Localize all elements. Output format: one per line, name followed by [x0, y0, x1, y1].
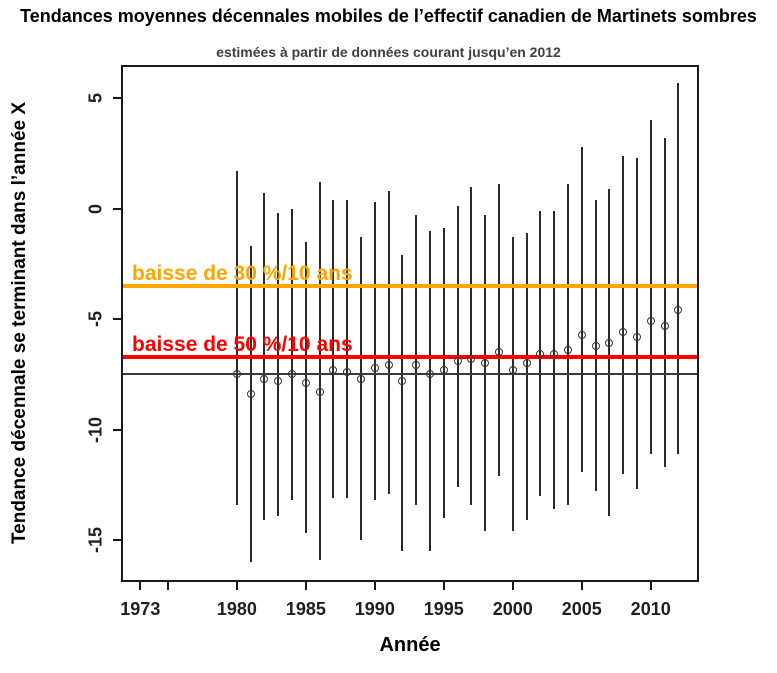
data-point [661, 322, 669, 330]
data-point [647, 317, 655, 325]
error-bar [567, 184, 569, 504]
x-tick-label: 1990 [354, 599, 395, 619]
y-axis-tick [113, 208, 121, 210]
error-bar [622, 156, 624, 474]
data-point [454, 357, 462, 365]
plot-border [121, 65, 699, 582]
decline-30-label: baisse de 30 %/10 ans [132, 261, 353, 285]
y-tick-label: -5 [85, 311, 106, 328]
error-bar [401, 255, 403, 551]
error-bar [457, 206, 459, 487]
error-bar [360, 237, 362, 540]
error-bar [581, 147, 583, 472]
error-bar [388, 191, 390, 494]
data-point [509, 366, 517, 374]
error-bar [277, 213, 279, 516]
x-tick-label: 2005 [561, 599, 602, 619]
longterm-trend-line [121, 373, 699, 375]
data-point [288, 370, 296, 378]
x-axis-tick [374, 582, 376, 590]
data-point [523, 359, 531, 367]
error-bar [512, 237, 514, 531]
data-point [233, 370, 241, 378]
y-tick-label: -15 [85, 527, 106, 554]
error-bar [374, 202, 376, 500]
x-axis-tick [236, 582, 238, 590]
error-bar [429, 231, 431, 551]
data-point [564, 346, 572, 354]
data-point [633, 333, 641, 341]
error-bar [498, 184, 500, 476]
error-bar [415, 215, 417, 504]
y-axis-tick [113, 539, 121, 541]
y-axis-tick [113, 97, 121, 99]
error-bar [677, 83, 679, 454]
x-axis-tick [167, 582, 169, 590]
data-point [619, 328, 627, 336]
data-point [385, 361, 393, 369]
data-point [467, 355, 475, 363]
x-axis-tick [581, 582, 583, 590]
data-point [398, 377, 406, 385]
data-point [274, 377, 282, 385]
y-axis-tick [113, 318, 121, 320]
x-tick-label: 2010 [630, 599, 671, 619]
error-bar [553, 211, 555, 509]
data-point [260, 375, 268, 383]
x-axis-title: Année [379, 634, 441, 656]
data-point [357, 375, 365, 383]
x-axis-tick [139, 582, 141, 590]
x-tick-label: 1980 [216, 599, 257, 619]
x-tick-label: 1995 [423, 599, 464, 619]
error-bar [608, 189, 610, 516]
x-axis-tick [650, 582, 652, 590]
data-point [302, 379, 310, 387]
data-point [412, 361, 420, 369]
error-bar [319, 182, 321, 560]
error-bar [526, 233, 528, 520]
data-point [605, 339, 613, 347]
data-point [371, 364, 379, 372]
x-axis-tick [512, 582, 514, 590]
x-tick-label: 1973 [120, 599, 161, 619]
error-bar [664, 138, 666, 467]
x-axis-tick [305, 582, 307, 590]
data-point [481, 359, 489, 367]
y-axis-title: Tendance décennale se terminant dans l’année X [9, 101, 30, 545]
data-point [316, 388, 324, 396]
data-point [440, 366, 448, 374]
error-bar [250, 246, 252, 562]
x-tick-label: 2000 [492, 599, 533, 619]
error-bar [636, 158, 638, 489]
data-point [426, 370, 434, 378]
chart-subtitle: estimées à partir de données courant jusqu’en 2012 [216, 44, 561, 60]
error-bar [470, 187, 472, 505]
x-axis-tick [443, 582, 445, 590]
chart-title: Tendances moyennes décennales mobiles de l’effectif canadien de Martinets sombres [20, 6, 757, 26]
x-tick-label: 1985 [285, 599, 326, 619]
y-tick-label: -10 [85, 416, 106, 443]
data-point [592, 342, 600, 350]
y-tick-label: 5 [85, 93, 106, 104]
data-point [578, 331, 586, 339]
decline-50-label: baisse de 50 %/10 ans [132, 332, 353, 356]
data-point [674, 306, 682, 314]
y-axis-tick [113, 429, 121, 431]
y-tick-label: 0 [85, 203, 106, 214]
data-point [247, 390, 255, 398]
